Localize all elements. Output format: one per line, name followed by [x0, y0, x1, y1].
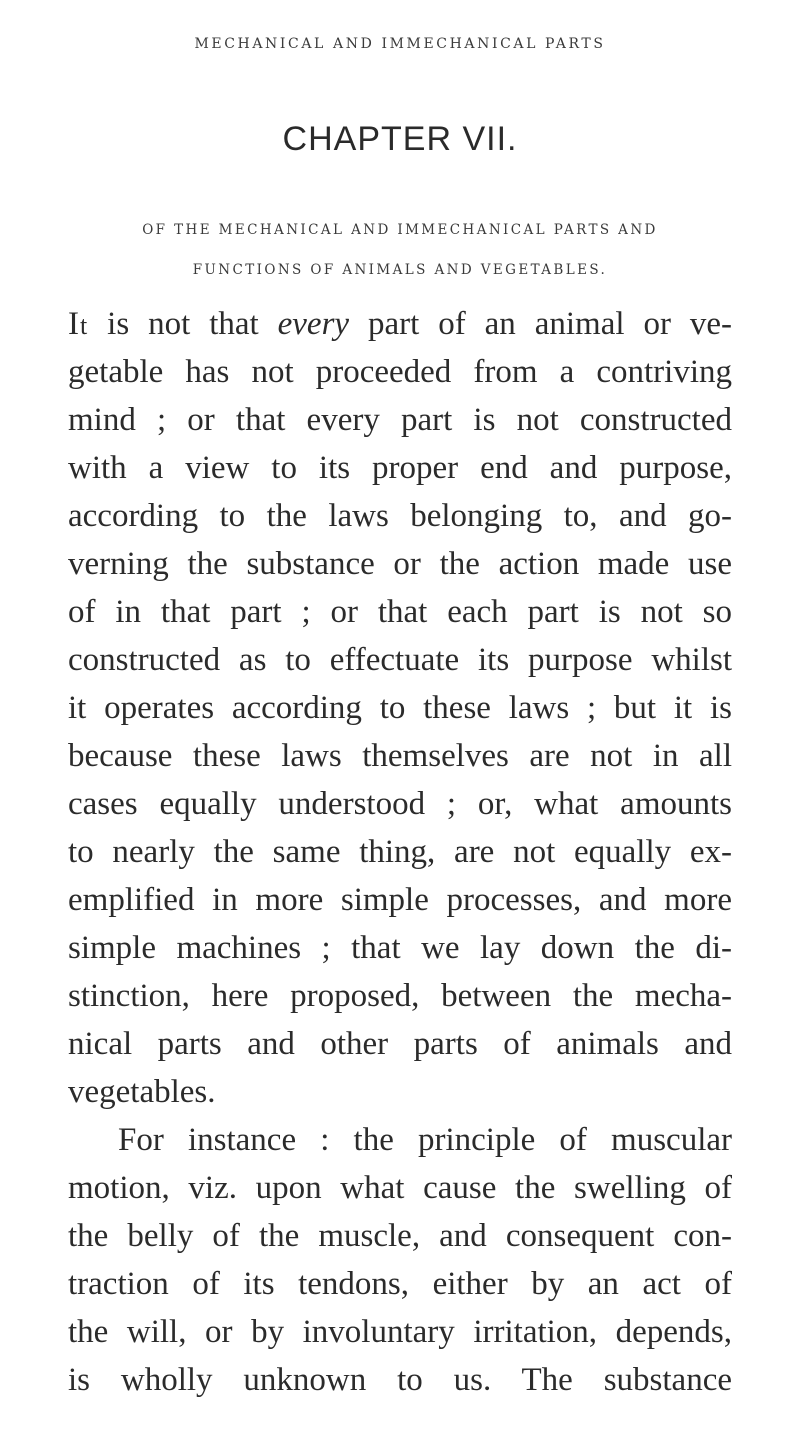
paragraph-1-line: according to the laws belonging to, and go- — [68, 498, 732, 534]
paragraph-2-line: is wholly unknown to us. The substance — [68, 1362, 732, 1398]
paragraph-2-line: the will, or by involuntary irritation, depends, — [68, 1314, 732, 1350]
paragraph-1-line: because these laws themselves are not in all — [68, 738, 732, 774]
opening-word: It — [68, 306, 89, 342]
paragraph-1-line: nical parts and other parts of animals and — [68, 1026, 732, 1062]
chapter-title: CHAPTER VII. — [282, 120, 518, 158]
paragraph-1-line: verning the substance or the action made use — [68, 546, 732, 582]
chapter-subtitle-line-2: FUNCTIONS OF ANIMALS AND VEGETABLES. — [192, 262, 608, 278]
paragraph-1-line: it operates according to these laws ; but it is — [68, 690, 732, 726]
paragraph-1-line: It is not that every part of an animal or ve- — [68, 306, 732, 342]
paragraph-1-line: with a view to its proper end and purpose, — [68, 450, 732, 486]
running-head: MECHANICAL AND IMMECHANICAL PARTS — [194, 36, 606, 52]
paragraph-1-line: mind ; or that every part is not constructed — [68, 402, 732, 438]
paragraph-1-line: of in that part ; or that each part is not so — [68, 594, 732, 630]
paragraph-1-line: constructed as to effectuate its purpose whilst — [68, 642, 732, 678]
paragraph-1-line: to nearly the same thing, are not equally ex- — [68, 834, 732, 870]
paragraph-2-line: For instance : the principle of muscular — [118, 1122, 732, 1158]
paragraph-1-line: vegetables. — [68, 1074, 216, 1110]
paragraph-1-line: cases equally understood ; or, what amounts — [68, 786, 732, 822]
chapter-subtitle-line-1: OF THE MECHANICAL AND IMMECHANICAL PARTS AND — [142, 222, 658, 238]
emphasis: every — [277, 306, 350, 342]
paragraph-1-line: stinction, here proposed, between the mecha- — [68, 978, 732, 1014]
paragraph-1-line: simple machines ; that we lay down the di- — [68, 930, 732, 966]
paragraph-1-line: emplified in more simple processes, and more — [68, 882, 732, 918]
paragraph-2-line: motion, viz. upon what cause the swelling of — [68, 1170, 732, 1206]
paragraph-2-line: traction of its tendons, either by an act of — [68, 1266, 732, 1302]
paragraph-2-line: the belly of the muscle, and consequent con- — [68, 1218, 732, 1254]
paragraph-1-line: getable has not proceeded from a contriving — [68, 354, 732, 390]
